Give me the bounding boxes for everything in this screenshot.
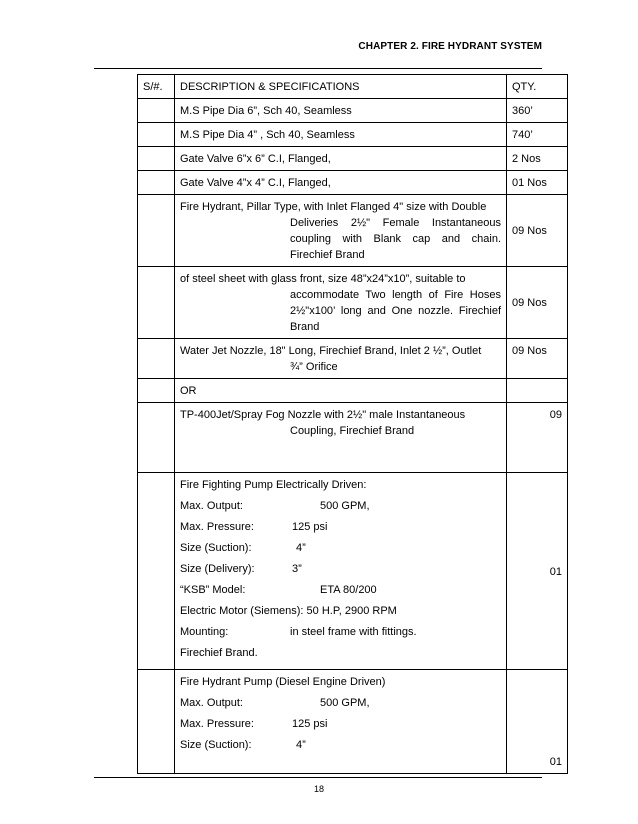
table-row xyxy=(138,123,568,147)
spec-value: 4” xyxy=(296,739,306,751)
row-qty: 740’ xyxy=(507,123,568,147)
specification-table xyxy=(137,74,568,774)
table-row xyxy=(138,147,568,171)
page-number: 18 xyxy=(313,784,324,794)
row-sn xyxy=(138,339,175,379)
spec-line xyxy=(180,540,501,561)
spec-line xyxy=(180,519,501,540)
row-sn xyxy=(138,171,175,195)
spec-value: 125 psi xyxy=(292,718,328,730)
description-first-line: of steel sheet with glass front, size 48”x24”x10”, suitable to xyxy=(180,273,466,285)
table-row-electric-pump xyxy=(138,473,568,670)
row-description xyxy=(175,473,507,670)
row-qty: 01 xyxy=(507,473,568,670)
motor-line: Electric Motor (Siemens): 50 H.P, 2900 RPM xyxy=(180,605,397,617)
spec-key: Max. Output: xyxy=(180,500,243,512)
row-qty: 09 Nos xyxy=(507,195,568,267)
row-qty: 360’ xyxy=(507,99,568,123)
table-row-diesel-pump xyxy=(138,670,568,774)
row-description: OR xyxy=(175,379,507,403)
row-qty xyxy=(507,379,568,403)
row-sn xyxy=(138,670,175,774)
mounting-line xyxy=(180,624,501,645)
row-description: M.S Pipe Dia 6”, Sch 40, Seamless xyxy=(175,99,507,123)
spec-line xyxy=(180,582,501,603)
table-row xyxy=(138,99,568,123)
table-row xyxy=(138,195,568,267)
header-sn: S/#. xyxy=(138,75,175,99)
description-continuation: accommodate Two length of Fire Hoses 2½"x100’ long and One nozzle. Firechief Brand xyxy=(290,289,501,333)
row-description xyxy=(175,403,507,473)
pump-title: Fire Fighting Pump Electrically Driven: xyxy=(180,479,367,491)
spec-key: Size (Suction): xyxy=(180,542,252,554)
spec-key: Max. Output: xyxy=(180,697,243,709)
row-sn xyxy=(138,147,175,171)
header-qty: QTY. xyxy=(507,75,568,99)
description-continuation: Coupling, Firechief Brand xyxy=(290,425,415,437)
brand-line: Firechief Brand. xyxy=(180,647,258,659)
pump-title: Fire Hydrant Pump (Diesel Engine Driven) xyxy=(180,676,386,688)
row-description xyxy=(175,339,507,379)
spec-key: Mounting: xyxy=(180,626,229,638)
header-divider xyxy=(94,68,542,69)
spec-line xyxy=(180,561,501,582)
spec-value: 500 GPM, xyxy=(320,500,370,512)
spec-value: 3” xyxy=(292,563,302,575)
table-row xyxy=(138,171,568,195)
spec-line xyxy=(180,716,501,737)
row-qty: 09 xyxy=(507,403,568,473)
row-sn xyxy=(138,473,175,670)
description-continuation: Deliveries 2½" Female Instantaneous coupling with Blank cap and chain. Firechief Brand xyxy=(290,217,501,261)
row-sn xyxy=(138,403,175,473)
description-continuation: ¾” Orifice xyxy=(290,361,338,373)
row-sn xyxy=(138,379,175,403)
row-qty: 09 Nos xyxy=(507,339,568,379)
row-description xyxy=(175,195,507,267)
footer-divider xyxy=(94,777,542,778)
row-sn xyxy=(138,99,175,123)
spec-value: in steel frame with fittings. xyxy=(290,626,417,638)
spec-value: 4” xyxy=(296,542,306,554)
table-row xyxy=(138,379,568,403)
row-sn xyxy=(138,267,175,339)
row-qty: 01 Nos xyxy=(507,171,568,195)
spec-key: Size (Suction): xyxy=(180,739,252,751)
table-header-row xyxy=(138,75,568,99)
description-first-line: Water Jet Nozzle, 18" Long, Firechief Brand, Inlet 2 ½”, Outlet xyxy=(180,345,482,357)
spec-line xyxy=(180,695,501,716)
table-row xyxy=(138,267,568,339)
spec-key: Max. Pressure: xyxy=(180,521,254,533)
description-first-line: TP-400Jet/Spray Fog Nozzle with 2½" male Instantaneous xyxy=(180,409,466,421)
row-sn xyxy=(138,123,175,147)
description-first-line: Fire Hydrant, Pillar Type, with Inlet Flanged 4" size with Double xyxy=(180,201,487,213)
table-row xyxy=(138,403,568,473)
row-qty: 01 xyxy=(507,670,568,774)
spec-line xyxy=(180,498,501,519)
spec-value: 125 psi xyxy=(292,521,328,533)
row-description: M.S Pipe Dia 4” , Sch 40, Seamless xyxy=(175,123,507,147)
header-description: DESCRIPTION & SPECIFICATIONS xyxy=(175,75,507,99)
spec-key: Max. Pressure: xyxy=(180,718,254,730)
spec-line xyxy=(180,737,501,758)
row-sn xyxy=(138,195,175,267)
table-row xyxy=(138,339,568,379)
spec-value: 500 GPM, xyxy=(320,697,370,709)
row-qty: 2 Nos xyxy=(507,147,568,171)
chapter-header: CHAPTER 2. FIRE HYDRANT SYSTEM xyxy=(358,41,542,52)
row-description: Gate Valve 6”x 6” C.I, Flanged, xyxy=(175,147,507,171)
spec-key: “KSB” Model: xyxy=(180,584,246,596)
row-description xyxy=(175,267,507,339)
row-description: Gate Valve 4”x 4” C.I, Flanged, xyxy=(175,171,507,195)
row-description xyxy=(175,670,507,774)
row-qty: 09 Nos xyxy=(507,267,568,339)
spec-value: ETA 80/200 xyxy=(320,584,377,596)
spec-key: Size (Delivery): xyxy=(180,563,255,575)
